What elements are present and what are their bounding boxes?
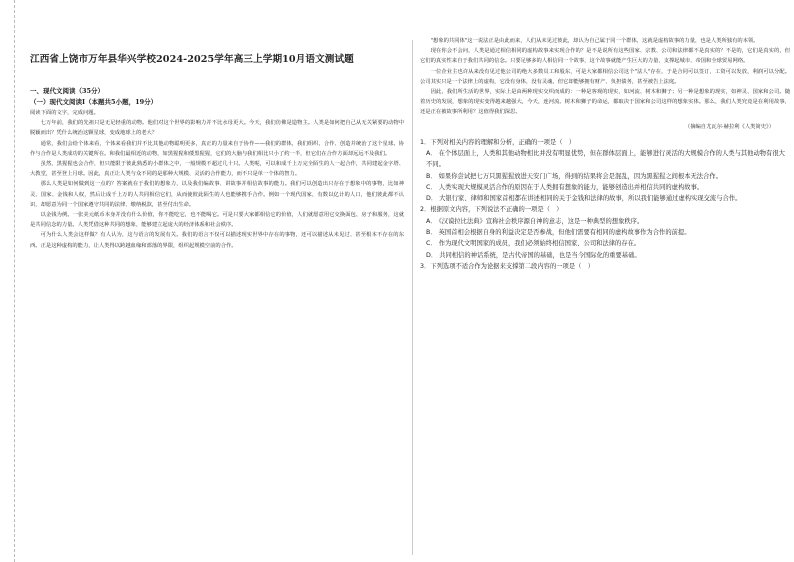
option-letter: B．: [426, 172, 437, 180]
option-letter: C．: [426, 240, 437, 248]
question-stem: 3．下列选项不适合作为论据来支撑第二段内容的一项是（ ）: [420, 262, 595, 270]
left-column: [30, 36, 404, 556]
option-letter: A．: [426, 217, 437, 225]
option-text: 在个体层面上，人类和其他动物相比并没有明显优势，但在群体层面上，能够进行灵活的大规模合作的人类与其他动物有很大不同。: [426, 149, 785, 169]
option-letter: D．: [426, 251, 438, 259]
option-text: 英国首相会根据自身的利益决定是否参战，但他们需要有相同的虚构故事作为合作的前提。: [438, 229, 691, 236]
binding-margin: [0, 0, 15, 562]
question-3: [420, 261, 790, 272]
option-letter: C．: [426, 183, 437, 191]
question-stem: 2．根据原文内容，下列说法不正确的一项是（ ）: [420, 206, 563, 214]
passage-paragraph: 可为什么人类会这样做？有人认为，这与语言的发展有关。我们的语言不仅可以描述现实世界中存在的事物，还可以描述从未见过、甚至根本不存在的东西。正是这种虚构的能力，让人类得以跨越血缘和部落的界限，组织起规模空前的合作。: [30, 232, 404, 249]
right-column: [420, 36, 790, 556]
passage-paragraph: 那么人类是如何做到这一点的？答案就在于我们的想象力，以及我们编故事、讲故事并相信故事的能力。我们可以创造出只存在于想象中的事物，比如神灵、国家、金钱和人权，然后让成千上万的人共同相信它们，从而使彼此陌生的人也能够携手合作。例如一个现代国家，有数以亿计的人口，他们彼此都不认识，却愿意为同一个国家遵守共同的法律、缴纳税款，甚至付出生命。: [30, 181, 404, 208]
option-letter: A．: [426, 149, 437, 157]
answer-option-b[interactable]: [426, 171, 790, 182]
option-text: 如果你尝试把七万只黑猩猩放进天安门广场，得到的结果将会是混乱，因为黑猩猩之间根本无法合作。: [438, 172, 722, 180]
answer-option-a[interactable]: [426, 216, 790, 227]
option-letter: B．: [426, 229, 437, 236]
question-1: [420, 137, 790, 205]
passage-source: （摘编自尤瓦尔·赫拉利《人类简史》）: [684, 123, 774, 130]
answer-option-d[interactable]: [426, 193, 790, 204]
subsection-heading: （一）现代文阅读Ⅰ（本题共5小题，19分）: [30, 98, 158, 106]
answer-option-b[interactable]: [426, 227, 790, 238]
passage-paragraph: 因此，我们所生活的世界，实际上是由两种现实交织而成的：一种是客观的现实，如河流、树木和狮子；另一种是想象的现实，如神灵、国家和公司。随着历史的发展，想象的现实变得越来越强大，今天，连河流、树木和狮子的命运，都取决于国家和公司这样的想象实体。那么，我们人类究竟是在利用故事，还是正在被故事所利用？这值得我们深思。: [420, 89, 790, 116]
passage-paragraph: "想象的共同体"这一说法正是由此而来，人们从未见过彼此，却认为自己属于同一个群体，这就是虚构故事的力量，也是人类所独有的本领。: [430, 38, 759, 44]
option-text: 《汉谟拉比法典》宣称社会秩序源自神的意志，这是一种典型的想象秩序。: [438, 217, 644, 225]
reading-instruction: 阅读下面的文字，完成问题。: [30, 110, 99, 116]
exam-title: 江西省上饶市万年县华兴学校2024-2025学年高三上学期10月语文测试题: [30, 54, 354, 65]
option-text: 大银行家、律师和国家首相都在讲述相同的关于金钱和法律的故事，所以我们能够通过虚构实现交流与合作。: [439, 195, 742, 203]
option-text: 作为现代文明国家的成员，我们必须始终相信国家、公司和法律的存在。: [438, 240, 641, 248]
section-heading: 一、现代文阅读（35分）: [30, 87, 105, 95]
question-stem: 1．下列对相关内容的理解和分析，正确的一项是（ ）: [420, 138, 576, 146]
option-text: 共同相信的神话系统，是古代帝国的基础，也是当今国际化的重要基础。: [439, 251, 641, 259]
passage-paragraph: 现在你会不会问，人类是通过相信相同的虚构故事来实现合作的？是不是说所有这些国家、宗教、公司和法律都不是真实的？不是的，它们是真实的，但它们的真实性来自于我们共同的信念。只要足够多的人相信同一个故事，这个故事就能产生巨大的力量，支撑起城市、帝国和全球贸易网络。: [420, 48, 790, 65]
answer-option-c[interactable]: [426, 238, 790, 249]
option-letter: D．: [426, 195, 438, 203]
passage-paragraph: 以金钱为例。一张美元纸币本身并没有什么价值，你不能吃它，也不能喝它。可是只要大家都相信它的价值，人们就愿意用它交换面包、房子和服务，这就是共同信念的力量。人类凭借这种共同的想象，能够建立起庞大的经济体系和社会秩序。: [30, 212, 404, 229]
column-divider: [412, 40, 413, 555]
passage-paragraph: 通常，我们会给个体来看，个体来看我们并不比其他动物聪明更多，真正的力量来自于协作——我们的群体，我们组织、合作、创造并统治了这个星球。协作与合作是人类成功的关键所在。和我们最相近的动物，如黑猩猩和倭黑猩猩，它们的大脑与我们相比只小了约一半，但它们在合作方面却远远不及我们。: [30, 140, 404, 157]
passage-paragraph: 一位企业主也许从来没有见过他公司的绝大多数员工和股东，可是大家都相信公司这个"法人"存在，于是合同可以签订，工资可以发放，利润可以分配。公司其实只是一个法律上的虚构，它没有身体，没有灵魂，但它却能够拥有财产、负担债务，甚至被告上法庭。: [420, 68, 790, 85]
passage-paragraph: 虽然，黑猩猩也会合作，但只能限于彼此熟悉的小群体之中，一般规模不超过几十只。人类呢，可以和成千上万完全陌生的人一起合作，共同建起金字塔、大教堂，甚至登上月球。因此，真正让人类与众不同的是那种大规模、灵活的合作能力，而不只是单一个体的智力。: [30, 161, 404, 178]
option-text: 人类实现大规模灵活合作的原因在于人类拥有想象的能力，能够创造出并相信共同的虚构故事。: [438, 183, 704, 191]
passage-paragraph: 七万年前，我们的先祖只是无足轻重的动物。他们对这个世界的影响力并不比水母更大。今天，我们仿佛是造物主。人类是如何把自己从无关紧要的动物中脱颖而出？凭什么统治这颗星球，变成地球上的老大？: [30, 120, 404, 137]
answer-option-d[interactable]: [426, 250, 790, 261]
question-2: [420, 204, 790, 260]
answer-option-c[interactable]: [426, 182, 790, 193]
answer-option-a[interactable]: [426, 148, 790, 171]
